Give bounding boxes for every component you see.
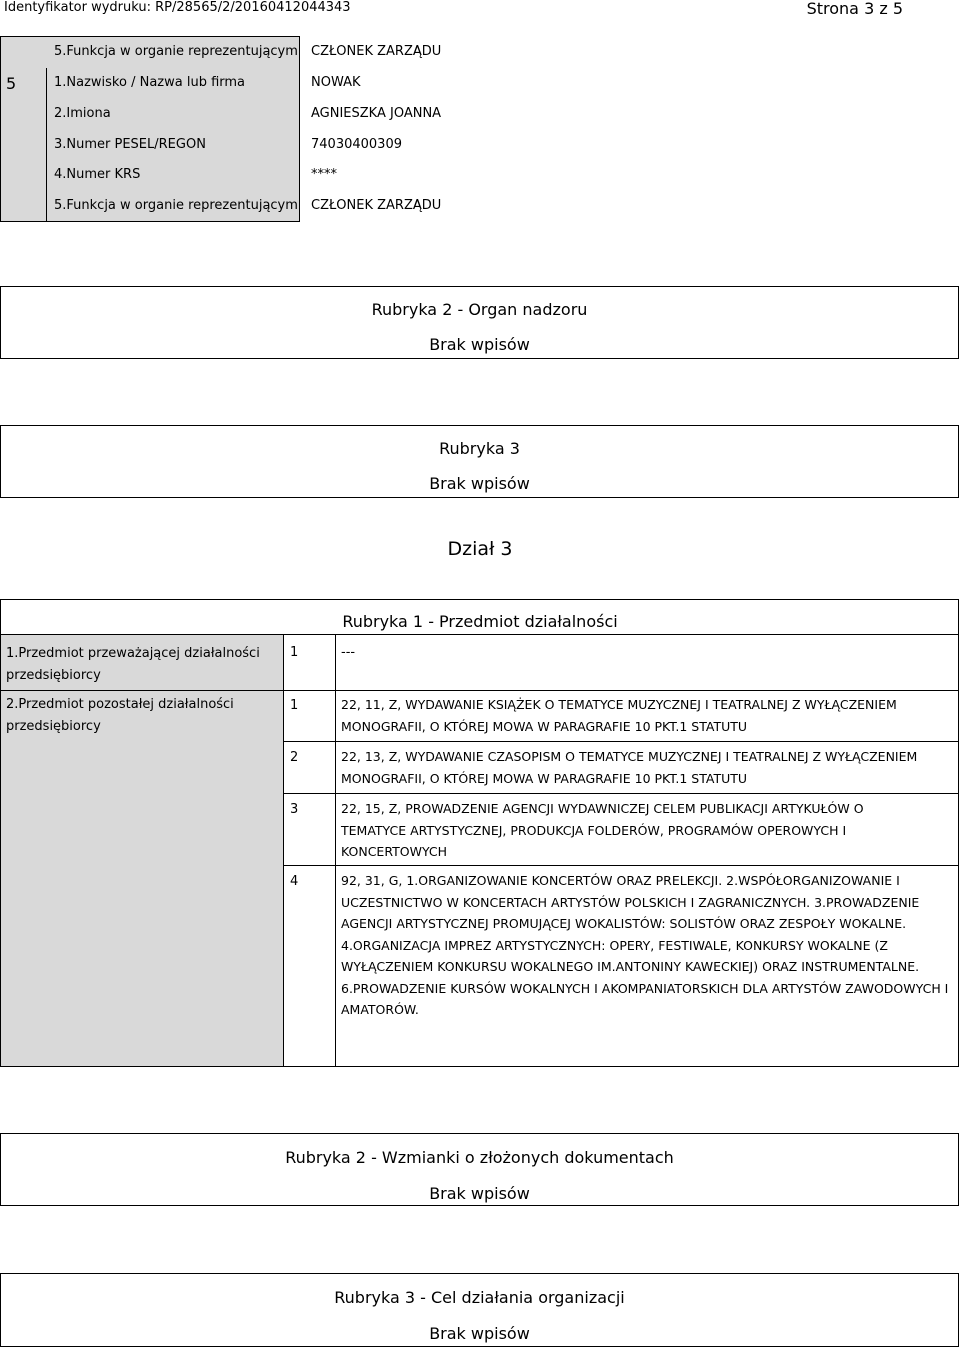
function-value: CZŁONEK ZARZĄDU <box>311 198 442 213</box>
persons-label-column <box>0 36 300 222</box>
przedmiot-przewazajacy-label: 1.Przedmiot przeważającej działalności przedsiębiorcy <box>6 646 260 683</box>
pozostaly-item-num: 2 <box>290 750 299 765</box>
przedmiot-pozostaly-label: 2.Przedmiot pozostałej działalności przedsiębiorcy <box>6 697 234 734</box>
rubryka-2-title: Rubryka 2 - Organ nadzoru <box>371 300 588 319</box>
dzial-3-title: Dział 3 <box>447 538 513 560</box>
surname-label: 1.Nazwisko / Nazwa lub firma <box>54 75 246 90</box>
pozostaly-item-text: 22, 11, Z, WYDAWANIE KSIĄŻEK O TEMATYCE MUZYCZNEJ I TEATRALNEJ Z WYŁĄCZENIEM MONOGRAFII, O KTÓREJ MOWA W PARAGRAFIE 10 PKT.1 STATUTU <box>341 697 897 734</box>
rubryka-3-cel <box>0 1273 959 1347</box>
krs-value: **** <box>311 167 337 182</box>
print-identifier: Identyfikator wydruku: RP/28565/2/20160412044343 <box>4 0 351 15</box>
rubryka-3-empty: Brak wpisów <box>429 474 530 493</box>
rubryka-1-title: Rubryka 1 - Przedmiot działalności <box>342 612 618 631</box>
przewazajacy-value: --- <box>341 645 356 660</box>
page-number: Strona 3 z 5 <box>806 0 903 18</box>
rubryka-3-title: Rubryka 3 <box>439 439 520 458</box>
surname-value: NOWAK <box>311 75 361 90</box>
pozostaly-item-text: 22, 15, Z, PROWADZENIE AGENCJI WYDAWNICZEJ CELEM PUBLIKACJI ARTYKUŁÓW O TEMATYCE ARTYSTYCZNEJ, PRODUKCJA FOLDERÓW, PROGRAMÓW OPEROWYCH I KONCERTOWYCH <box>341 801 864 859</box>
pesel-label: 3.Numer PESEL/REGON <box>54 137 206 152</box>
entry-number: 5 <box>6 74 17 93</box>
rubryka-3-cel-empty: Brak wpisów <box>429 1324 530 1343</box>
names-value: AGNIESZKA JOANNA <box>311 106 442 121</box>
pozostaly-item-num: 1 <box>290 698 299 713</box>
rubryka-2-organ-nadzoru <box>0 286 959 359</box>
rubryka-2-wzmianki-empty: Brak wpisów <box>429 1184 530 1203</box>
pesel-value: 74030400309 <box>311 137 402 152</box>
rubryka-3 <box>0 425 959 498</box>
prev-function-label: 5.Funkcja w organie reprezentującym <box>54 44 298 59</box>
rubryka-3-cel-title: Rubryka 3 - Cel działania organizacji <box>334 1288 625 1307</box>
krs-label: 4.Numer KRS <box>54 167 141 182</box>
pozostaly-item-num: 4 <box>290 874 299 889</box>
function-label: 5.Funkcja w organie reprezentującym <box>54 198 298 213</box>
pozostaly-item-text: 22, 13, Z, WYDAWANIE CZASOPISM O TEMATYCE MUZYCZNEJ I TEATRALNEJ Z WYŁĄCZENIEM MONOGRAFII, O KTÓREJ MOWA W PARAGRAFIE 10 PKT.1 STATUTU <box>341 749 918 786</box>
rubryka-2-wzmianki-title: Rubryka 2 - Wzmianki o złożonych dokumentach <box>285 1148 674 1167</box>
rubryka-2-empty: Brak wpisów <box>429 335 530 354</box>
rubryka-2-wzmianki <box>0 1133 959 1206</box>
pozostaly-item-num: 3 <box>290 802 299 817</box>
przewazajacy-num: 1 <box>290 645 299 660</box>
pozostaly-item-text: 92, 31, G, 1.ORGANIZOWANIE KONCERTÓW ORAZ PRELEKCJI. 2.WSPÓŁORGANIZOWANIE I UCZESTNICTWO W KONCERTACH ARTYSTÓW POLSKICH I ZAGRANICZNYCH. 3.PROWADZENIE AGENCJI ARTYSTYCZNEJ PROMUJĄCEJ WOKALISTÓW: SOLISTÓW ORAZ ZESPOŁY WOKALNE. 4.ORGANIZACJA IMPREZ ARTYSTYCZNYCH: OPERY, FESTIWALE, KONKURSY WOKALNE (Z WYŁĄCZENIEM KONKURSU WOKALNEGO IM.ANTONINY KAWECKIEJ) ORAZ INSTRUMENTALNE. 6.PROWADZENIE KURSÓW WOKALNYCH I AKOMPANIATORSKICH DLA ARTYSTÓW ZAWODOWYCH I AMATORÓW. <box>341 873 949 1017</box>
names-label: 2.Imiona <box>54 106 111 121</box>
prev-function-value: CZŁONEK ZARZĄDU <box>311 44 442 59</box>
